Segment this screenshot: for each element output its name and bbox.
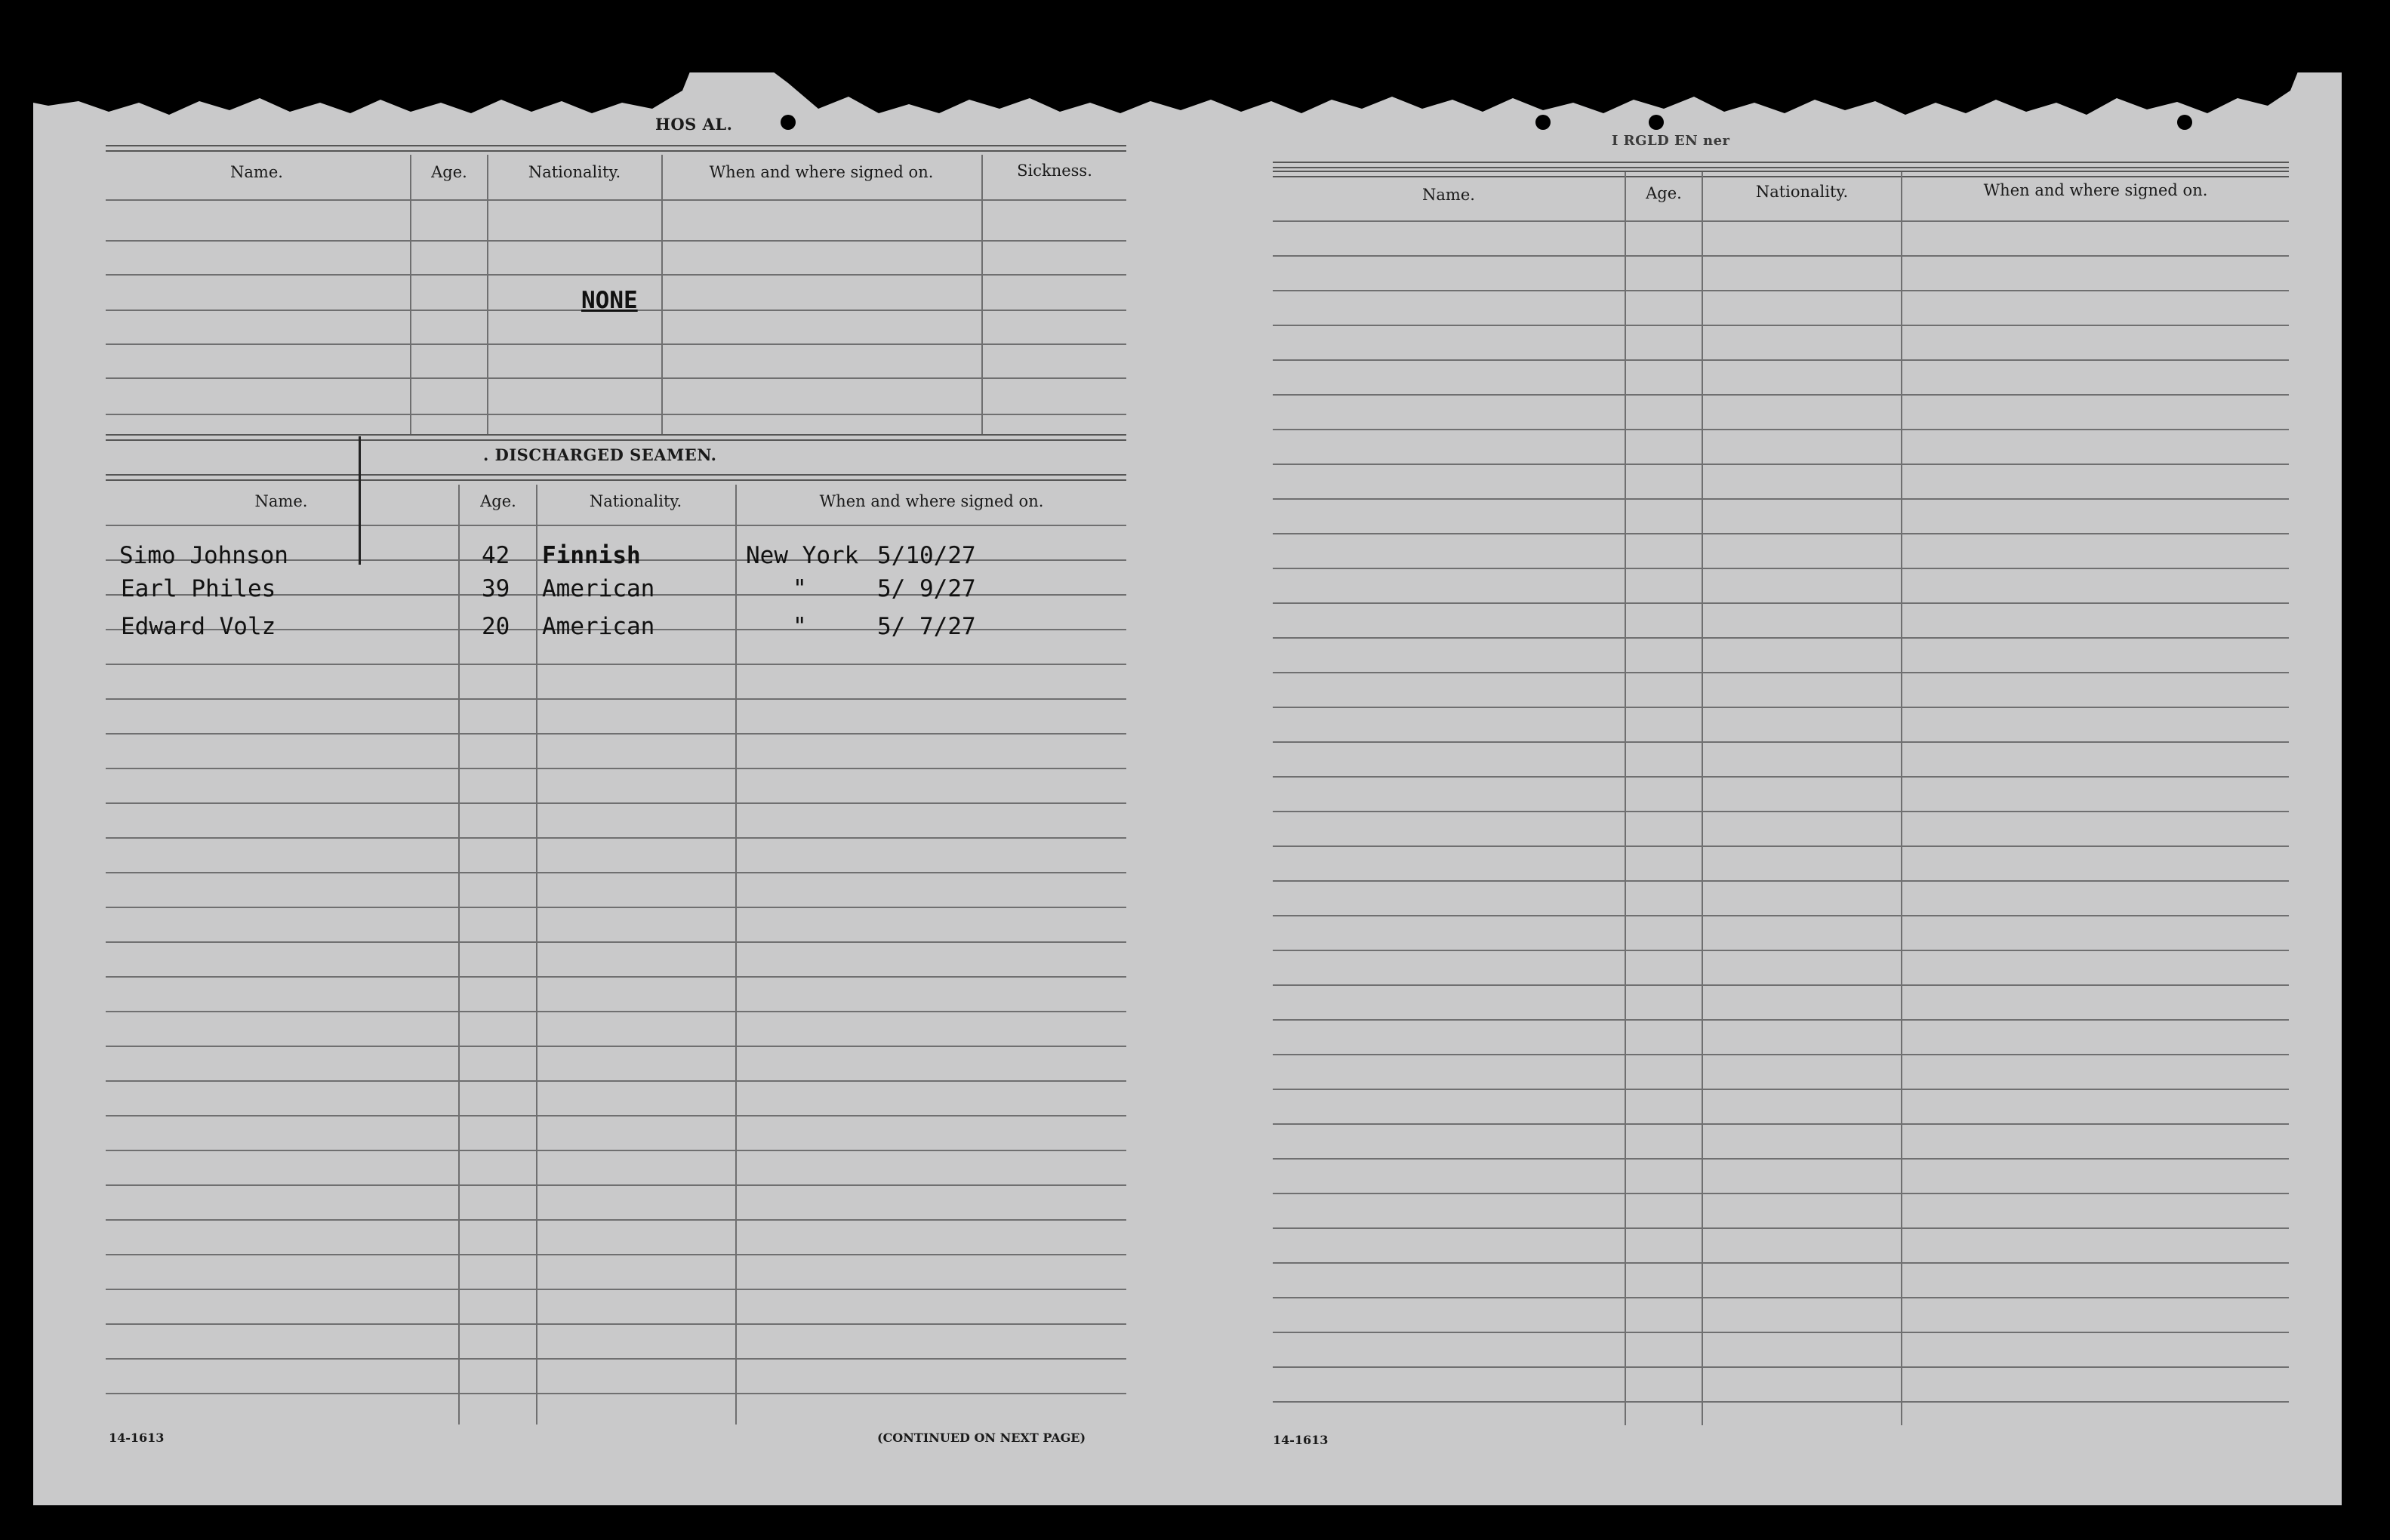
- ruled-line: [1273, 290, 2289, 291]
- discharged-col-signed-on: When and where signed on.: [819, 492, 1044, 510]
- form-number: 14-1613: [1273, 1433, 1329, 1447]
- ruled-line: [1273, 429, 2289, 430]
- seaman-signed-place: ": [793, 575, 807, 602]
- ruled-line: [1273, 707, 2289, 708]
- ruled-line: [106, 1323, 1126, 1325]
- ruled-line: [1273, 637, 2289, 639]
- section-rule: [106, 474, 1126, 481]
- discharged-col-name: Name.: [254, 492, 308, 510]
- right-page: [1192, 72, 2342, 1505]
- seaman-age: 42: [482, 542, 510, 569]
- ruled-line: [106, 1115, 1126, 1116]
- ruled-line: [1273, 950, 2289, 951]
- hospital-col-nationality: Nationality.: [528, 163, 621, 181]
- ruled-line: [106, 1358, 1126, 1360]
- hospital-col-divider: [981, 155, 983, 434]
- seaman-name: Edward Volz: [121, 613, 276, 640]
- header-rule: [106, 145, 1126, 152]
- ruled-line: [1273, 394, 2289, 396]
- ruled-line: [106, 976, 1126, 978]
- right-col-nationality: Nationality.: [1755, 183, 1849, 201]
- hospital-table-rule: [106, 240, 1126, 242]
- seaman-nationality: Finnish: [542, 542, 641, 569]
- ruled-line: [1273, 1297, 2289, 1298]
- ruled-line: [106, 802, 1126, 804]
- ruled-line: [1273, 984, 2289, 986]
- ruled-line: [106, 837, 1126, 839]
- ruled-line: [1273, 464, 2289, 465]
- ruled-line: [106, 1150, 1126, 1151]
- ruled-line: [106, 525, 1126, 526]
- ruled-line: [1273, 880, 2289, 882]
- ruled-line: [106, 1046, 1126, 1047]
- right-header: I RGLD EN ner: [1612, 133, 1730, 149]
- ruled-line: [106, 872, 1126, 873]
- ruled-line: [1273, 1227, 2289, 1229]
- hospital-none-entry: NONE: [581, 287, 638, 314]
- ruled-line: [1273, 1019, 2289, 1021]
- pen-mark: [359, 436, 361, 565]
- ruled-line: [1273, 845, 2289, 847]
- continued-note: (CONTINUED ON NEXT PAGE): [877, 1431, 1086, 1445]
- ruled-line: [1273, 1366, 2289, 1368]
- ruled-line: [1273, 1123, 2289, 1125]
- discharged-col-divider: [458, 485, 460, 1424]
- ruled-line: [106, 768, 1126, 769]
- hospital-col-signed-on: When and where signed on.: [709, 163, 934, 181]
- ruled-line: [1273, 1332, 2289, 1333]
- discharged-header: . DISCHARGED SEAMEN.: [483, 445, 717, 464]
- discharged-col-divider: [536, 485, 537, 1424]
- ruled-line: [106, 907, 1126, 908]
- ruled-line: [106, 698, 1126, 700]
- hospital-col-divider: [661, 155, 663, 434]
- ruled-line: [106, 1393, 1126, 1394]
- right-col-signed-on: When and where signed on.: [1983, 181, 2208, 199]
- hospital-table-rule: [106, 199, 1126, 201]
- torn-edge: [33, 30, 2343, 151]
- seaman-signed-place: ": [793, 613, 807, 640]
- ruled-line: [1273, 325, 2289, 326]
- ruled-line: [106, 941, 1126, 943]
- seaman-age: 39: [482, 575, 510, 602]
- ruled-line: [106, 1289, 1126, 1290]
- ruled-line: [106, 1254, 1126, 1255]
- ruled-line: [1273, 1158, 2289, 1160]
- ruled-line: [1273, 602, 2289, 604]
- seaman-signed-place: New York: [746, 542, 859, 569]
- ruled-line: [106, 664, 1126, 665]
- header-rule: [1273, 162, 2289, 168]
- ruled-line: [1273, 498, 2289, 500]
- ruled-line: [1273, 1193, 2289, 1194]
- right-col-age: Age.: [1646, 184, 1682, 202]
- hospital-col-divider: [487, 155, 488, 434]
- ruled-line: [106, 1184, 1126, 1186]
- ruled-line: [1273, 1401, 2289, 1403]
- ruled-line: [1273, 359, 2289, 361]
- hospital-col-age: Age.: [431, 163, 467, 181]
- seaman-nationality: American: [542, 575, 655, 602]
- seaman-signed-date: 5/10/27: [877, 542, 976, 569]
- hospital-header: HOS AL.: [655, 115, 733, 134]
- right-col-divider: [1625, 172, 1626, 1425]
- right-col-divider: [1702, 172, 1703, 1425]
- seaman-nationality: American: [542, 613, 655, 640]
- hospital-table-rule: [106, 274, 1126, 276]
- ruled-line: [1273, 672, 2289, 673]
- discharged-col-age: Age.: [480, 492, 516, 510]
- ruled-line: [106, 1011, 1126, 1012]
- ruled-line: [1273, 1089, 2289, 1090]
- hospital-table-rule: [106, 377, 1126, 379]
- seaman-name: Earl Philes: [121, 575, 276, 602]
- discharged-col-divider: [735, 485, 737, 1424]
- right-col-name: Name.: [1422, 186, 1475, 204]
- hospital-table-rule: [106, 414, 1126, 415]
- right-col-divider: [1901, 172, 1902, 1425]
- hospital-col-sickness: Sickness.: [1017, 162, 1092, 180]
- ruled-line: [106, 1219, 1126, 1221]
- ruled-line: [1273, 220, 2289, 222]
- ruled-line: [1273, 1262, 2289, 1264]
- seaman-signed-date: 5/ 9/27: [877, 575, 976, 602]
- ruled-line: [1273, 776, 2289, 778]
- ruled-line: [1273, 1054, 2289, 1055]
- header-rule: [1273, 171, 2289, 177]
- hospital-table-rule: [106, 343, 1126, 345]
- ruled-line: [1273, 741, 2289, 743]
- section-rule: [106, 434, 1126, 441]
- ruled-line: [1273, 915, 2289, 916]
- hospital-col-divider: [410, 155, 411, 434]
- seaman-signed-date: 5/ 7/27: [877, 613, 976, 640]
- seaman-name: Simo Johnson: [119, 542, 288, 569]
- hospital-col-name: Name.: [230, 163, 283, 181]
- ruled-line: [1273, 533, 2289, 534]
- ruled-line: [106, 1080, 1126, 1082]
- ruled-line: [106, 733, 1126, 735]
- ruled-line: [1273, 811, 2289, 812]
- form-number: 14-1613: [109, 1431, 165, 1445]
- seaman-age: 20: [482, 613, 510, 640]
- discharged-col-nationality: Nationality.: [589, 492, 682, 510]
- ruled-line: [1273, 255, 2289, 257]
- ruled-line: [1273, 568, 2289, 569]
